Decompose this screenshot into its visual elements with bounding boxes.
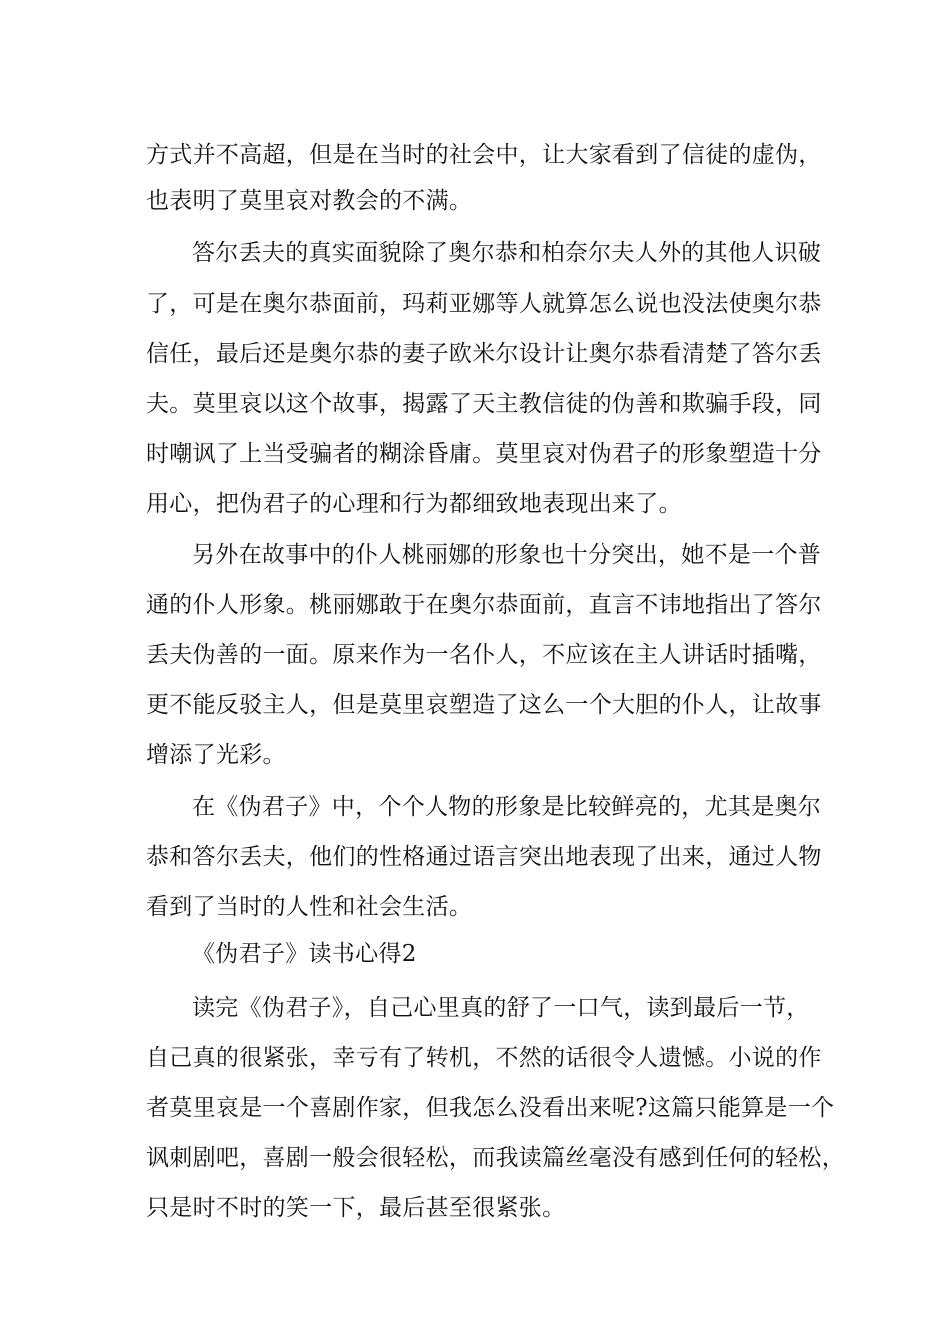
text-line: 者莫里哀是一个喜剧作家，但我怎么没看出来呢?这篇只能算是一个 [146,1095,835,1121]
paragraph-first-line: 读完《伪君子》，自己心里真的舒了一口气，读到最后一节， [192,995,810,1021]
text-line: 用心，把伪君子的心理和行为都细致地表现出来了。 [146,491,682,517]
text-line: 只是时不时的笑一下，最后甚至很紧张。 [146,1195,566,1221]
text-line: 增添了光彩。 [146,742,286,768]
text-line: 更不能反驳主人，但是莫里哀塑造了这么一个大胆的仆人，让故事 [146,692,822,718]
text-line: 自己真的很紧张，幸亏有了转机，不然的话很令人遗憾。小说的作 [146,1045,822,1071]
text-line: 通的仆人形象。桃丽娜敢于在奥尔恭面前，直言不讳地指出了答尔 [146,592,822,618]
paragraph-first-line: 另外在故事中的仆人桃丽娜的形象也十分突出，她不是一个普 [192,542,822,568]
paragraph-first-line: 在《伪君子》中，个个人物的形象是比较鲜亮的，尤其是奥尔 [192,794,822,820]
text-line: 也表明了莫里哀对教会的不满。 [146,188,473,214]
text-line: 方式并不高超，但是在当时的社会中，让大家看到了信徒的虚伪， [146,142,822,168]
text-line: 恭和答尔丢夫，他们的性格通过语言突出地表现了出来，通过人物 [146,844,822,870]
section-heading: 《伪君子》读书心得2 [192,941,417,967]
text-line: 丢夫伪善的一面。原来作为一名仆人，不应该在主人讲话时插嘴， [146,642,822,668]
paragraph-first-line: 答尔丢夫的真实面貌除了奥尔恭和柏奈尔夫人外的其他人识破 [192,240,822,266]
text-line: 时嘲讽了上当受骗者的糊涂昏庸。莫里哀对伪君子的形象塑造十分 [146,441,822,467]
text-line: 看到了当时的人性和社会生活。 [146,894,473,920]
text-line: 信任，最后还是奥尔恭的妻子欧米尔设计让奥尔恭看清楚了答尔丢 [146,341,822,367]
text-line: 了，可是在奥尔恭面前，玛莉亚娜等人就算怎么说也没法使奥尔恭 [146,291,822,317]
text-line: 讽刺剧吧，喜剧一般会很轻松，而我读篇丝毫没有感到任何的轻松， [146,1145,845,1171]
text-line: 夫。莫里哀以这个故事，揭露了天主教信徒的伪善和欺骗手段，同 [146,391,822,417]
